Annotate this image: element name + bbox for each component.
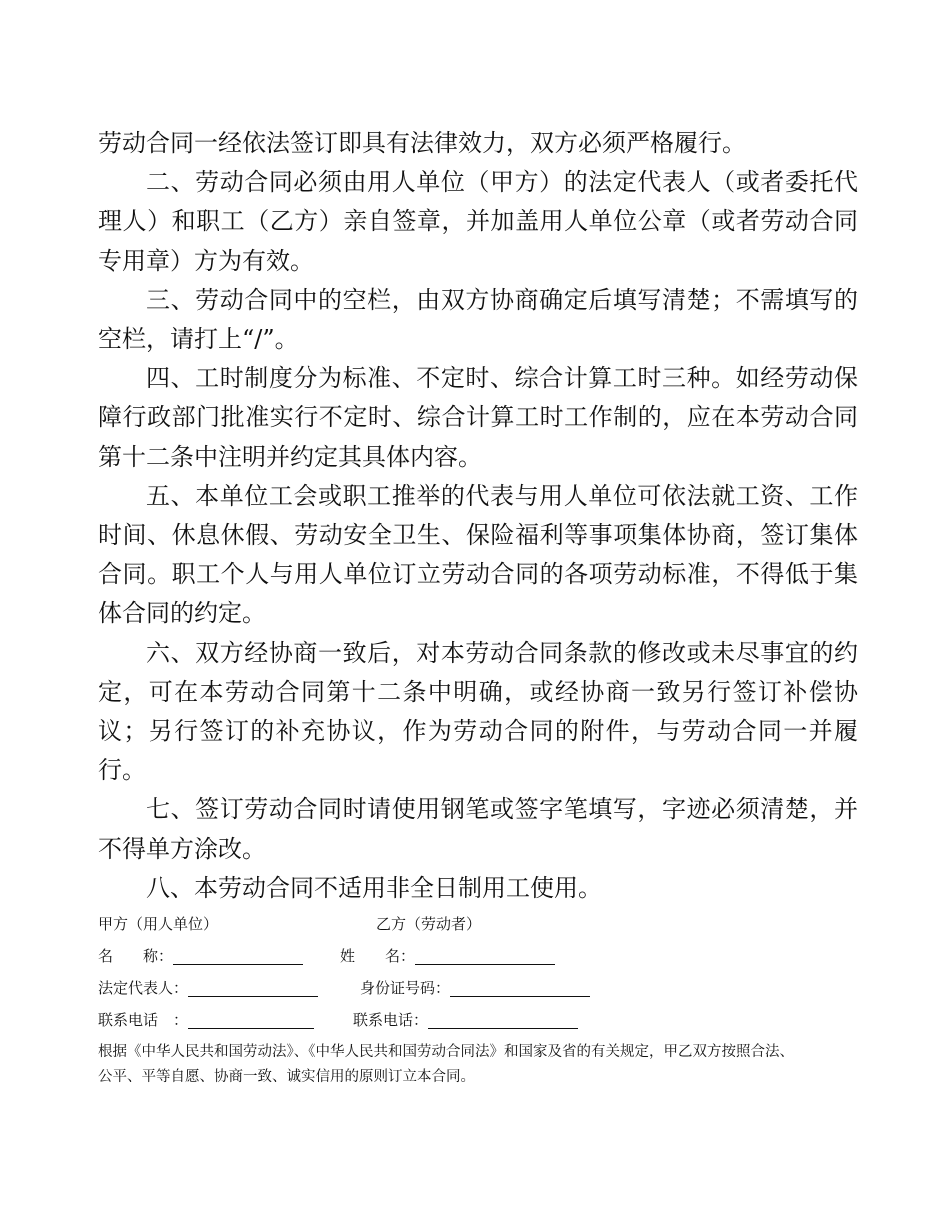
employer-phone-field [98,1006,314,1034]
paragraph-item-7: 七、签订劳动合同时请使用钢笔或签字笔填写，字迹必须清楚，并不得单方涂改。 [98,795,858,863]
signature-rep-row [98,974,868,1006]
employer-name-label: 名 称： [98,947,174,965]
party-b-title: 乙方（劳动者） [376,915,482,933]
employee-phone-blank[interactable] [428,1010,578,1029]
employer-phone-blank[interactable] [188,1010,314,1029]
paragraph-item-2: 二、劳动合同必须由用人单位（甲方）的法定代表人（或者委托代理人）和职工（乙方）亲自签章，并加盖用人单位公章（或者劳动合同专用章）方为有效。 [98,168,858,275]
signature-block [98,910,868,1038]
id-number-label: 身份证号码： [360,979,451,997]
paragraph-item-3: 三、劳动合同中的空栏，由双方协商确定后填写清楚；不需填写的空栏，请打上“/”。 [98,285,858,354]
employee-phone-field [353,1006,578,1034]
legal-rep-field [98,974,318,1002]
legal-rep-blank[interactable] [188,978,318,997]
signature-name-row [98,942,868,974]
signature-titles-row [98,910,868,942]
legal-basis [98,1040,868,1090]
id-number-blank[interactable] [450,978,590,997]
employee-name-label: 姓 名： [340,947,416,965]
legal-basis-line-2: 公平、平等自愿、协商一致、诚实信用的原则订立本合同。 [98,1069,475,1085]
employer-phone-label: 联系电话 ： [98,1011,189,1029]
signature-phone-row [98,1006,868,1038]
paragraph-item-5: 五、本单位工会或职工推举的代表与用人单位可依法就工资、工作时间、休息休假、劳动安全卫生、保险福利等事项集体协商，签订集体合同。职工个人与用人单位订立劳动合同的各项劳动标准，不得低于集体合同的约定。 [98,481,858,628]
employee-name-field [340,942,555,970]
legal-basis-line-1: 根据《中华人民共和国劳动法》、《中华人民共和国劳动合同法》和国家及省的有关规定，甲乙双方按照合法、 [98,1044,794,1060]
employer-name-blank[interactable] [173,946,303,965]
id-number-field [360,974,590,1002]
legal-rep-label: 法定代表人： [98,979,189,997]
employee-name-blank[interactable] [415,946,555,965]
party-a-title: 甲方（用人单位） [98,915,219,933]
contract-notes [98,124,858,908]
paragraph-item-4: 四、工时制度分为标准、不定时、综合计算工时三种。如经劳动保障行政部门批准实行不定时、综合计算工时工作制的，应在本劳动合同第十二条中注明并约定其具体内容。 [98,364,858,471]
paragraph-intro: 劳动合同一经依法签订即具有法律效力，双方必须严格履行。 [98,129,746,157]
employee-phone-label: 联系电话： [353,1011,429,1029]
employer-name-field [98,942,303,970]
paragraph-item-6: 六、双方经协商一致后，对本劳动合同条款的修改或未尽事宜的约定，可在本劳动合同第十二条中明确，或经协商一致另行签订补偿协议；另行签订的补充协议，作为劳动合同的附件，与劳动合同一并履行。 [98,638,858,785]
paragraph-item-8: 八、本劳动合同不适用非全日制用工使用。 [146,873,602,902]
